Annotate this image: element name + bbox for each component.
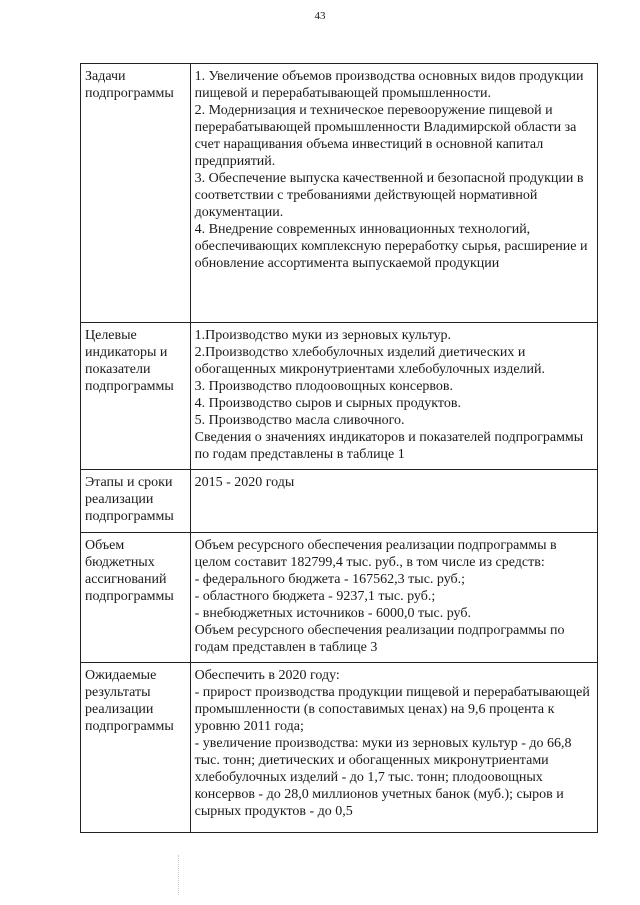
content-line: 1.Производство муки из зерновых культур. — [194, 328, 452, 343]
content-line: Объем ресурсного обеспечения реализации подпрограммы по годам представлен в таблице 3 — [194, 623, 565, 655]
content-line: - областного бюджета - 9237,1 тыс. руб.; — [194, 589, 436, 604]
content-line: 2015 - 2020 годы — [194, 475, 295, 490]
content-line: 3. Обеспечение выпуска качественной и безопасной продукции в соответствии с требованиями действующей нормативной документации. — [194, 171, 584, 220]
content-line: - федерального бюджета - 167562,3 тыс. руб.; — [194, 572, 466, 587]
row-label-budget: Объем бюджетных ассигнований подпрограммы — [81, 533, 191, 663]
subprogram-passport-table — [80, 63, 598, 833]
table-row — [81, 64, 598, 323]
table-row — [81, 663, 598, 833]
row-content-indicators — [190, 323, 597, 470]
content-line: - прирост производства продукции пищевой и перерабатывающей промышленности (в сопоставимых ценах) на 9,6 процента к уровню 2011 года; — [194, 685, 590, 734]
content-line: 4. Производство сыров и сырных продуктов. — [194, 396, 461, 411]
content-line: - увеличение производства: муки из зерновых культур - до 66,8 тыс. тонн; диетических и обогащенных микронутриентами хлебобулочных изделий - до 1,7 тыс. тонн; плодоовощных консервов - до 28,0 миллионов учетных банок (муб.); сыров и сырных продуктов - до 0,5 — [194, 736, 572, 819]
content-line: 4. Внедрение современных инновационных технологий, обеспечивающих комплексную переработку сырья, расширение и обновление ассортимента выпускаемой продукции — [194, 222, 588, 271]
row-content-tasks — [190, 64, 597, 323]
row-label-stages: Этапы и сроки реализации подпрограммы — [81, 470, 191, 533]
content-line: Обеспечить в 2020 году: — [194, 668, 340, 683]
row-content-stages — [190, 470, 597, 533]
content-line: Сведения о значениях индикаторов и показателей подпрограммы по годам представлены в таблице 1 — [194, 430, 584, 462]
content-line: 3. Производство плодоовощных консервов. — [194, 379, 454, 394]
table-row — [81, 533, 598, 663]
table-row — [81, 470, 598, 533]
content-line: Объем ресурсного обеспечения реализации подпрограммы в целом составит 182799,4 тыс. руб., в том числе из средств: — [194, 538, 557, 570]
table-row — [81, 323, 598, 470]
row-label-indicators: Целевые индикаторы и показатели подпрограммы — [81, 323, 191, 470]
row-label-tasks: Задачи подпрограммы — [81, 64, 191, 323]
content-line: 2.Производство хлебобулочных изделий диетических и обогащенных микронутриентами хлебобулочных изделий. — [194, 345, 546, 377]
row-label-results: Ожидаемые результаты реализации подпрограммы — [81, 663, 191, 833]
content-line: 1. Увеличение объемов производства основных видов продукции пищевой и перерабатывающей промышленности. — [194, 69, 584, 101]
content-line: 5. Производство масла сливочного. — [194, 413, 405, 428]
content-line: 2. Модернизация и техническое перевооружение пищевой и перерабатывающей промышленности Владимирской области за счет наращивания объема инвестиций в основной капитал предприятий. — [194, 103, 577, 169]
page-number: 43 — [314, 10, 326, 22]
row-content-results — [190, 663, 597, 833]
content-line: - внебюджетных источников - 6000,0 тыс. руб. — [194, 606, 471, 621]
row-content-budget — [190, 533, 597, 663]
scan-artifact-line — [178, 855, 180, 895]
